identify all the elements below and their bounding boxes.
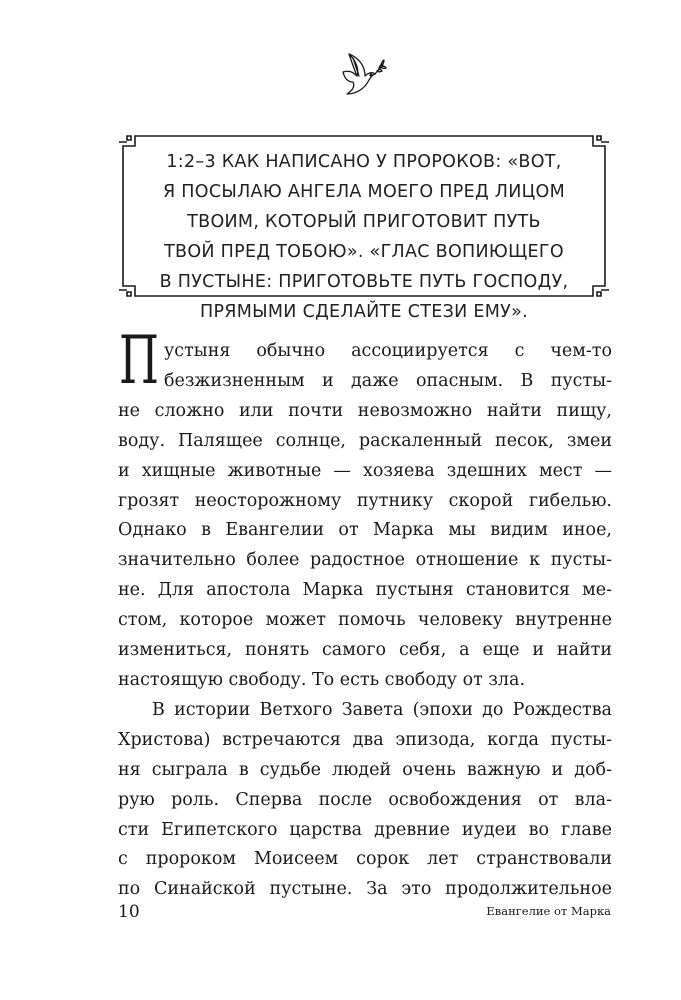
paragraph-line: ня сыграла в судьбе людей очень важную и доб- [118,759,612,780]
paragraph-line: измениться, понять самого себя, а еще и найти [118,640,612,661]
body-text [118,337,612,905]
paragraph-line: воду. Палящее солнце, раскаленный песок, змеи [118,430,612,451]
drop-cap-letter: П [119,322,159,399]
quote-line: Я ПОСЫЛАЮ АНГЕЛА МОЕГО ПРЕД ЛИЦОМ [162,181,565,202]
paragraph-line: грозят неосторожному путнику скорой гибелью. [118,490,612,511]
paragraph-line: безжизненным и даже опасным. В пусты- [164,370,612,391]
page-number: 10 [118,902,140,922]
paragraph-line: сти Египетского царства древние иудеи во главе [118,819,612,840]
quote-line: ТВОЙ ПРЕД ТОБОЮ». «ГЛАС ВОПИЮЩЕГО [164,241,564,262]
quote-text [147,148,581,327]
dove-icon [335,50,389,100]
running-title: Евангелие от Марка [486,904,611,918]
paragraph-line: по Синайской пустыне. За это продолжительное [118,879,612,900]
paragraph-line: Однако в Евангелии от Марка мы видим иное, [118,520,612,541]
paragraph-line: рую роль. Сперва после освобождения от вла- [118,789,612,810]
paragraph-line: не сложно или почти невозможно найти пищу, [118,400,612,421]
quote-line: ПРЯМЫМИ СДЕЛАЙТЕ СТЕЗИ ЕМУ». [200,301,528,322]
paragraph-line: устыня обычно ассоциируется с чем-то [164,341,612,361]
paragraph-line: настоящую свободу. То есть свободу от зла. [118,669,526,690]
paragraph-line: и хищные животные — хозяева здешних мест — [118,460,612,481]
scripture-quote-box [117,130,611,322]
quote-line: ТВОИМ, КОТОРЫЙ ПРИГОТОВИТ ПУТЬ [187,211,541,232]
quote-line: 1:2–3 КАК НАПИСАНО У ПРОРОКОВ: «ВОТ, [166,152,562,172]
paragraph-line: Христова) встречаются два эпизода, когда пусты- [118,729,612,750]
paragraph-line: с пророком Моисеем сорок лет странствовали [118,849,612,870]
paragraph-line: значительно более радостное отношение к пусты- [118,550,612,571]
paragraph-line: не. Для апостола Марка пустыня становится ме- [118,580,612,601]
quote-line: В ПУСТЫНЕ: ПРИГОТОВЬТЕ ПУТЬ ГОСПОДУ, [159,271,569,292]
paragraph-line: стом, которое может помочь человеку внутренне [118,610,612,631]
paragraph-line: В истории Ветхого Завета (эпохи до Рождества [152,699,612,720]
